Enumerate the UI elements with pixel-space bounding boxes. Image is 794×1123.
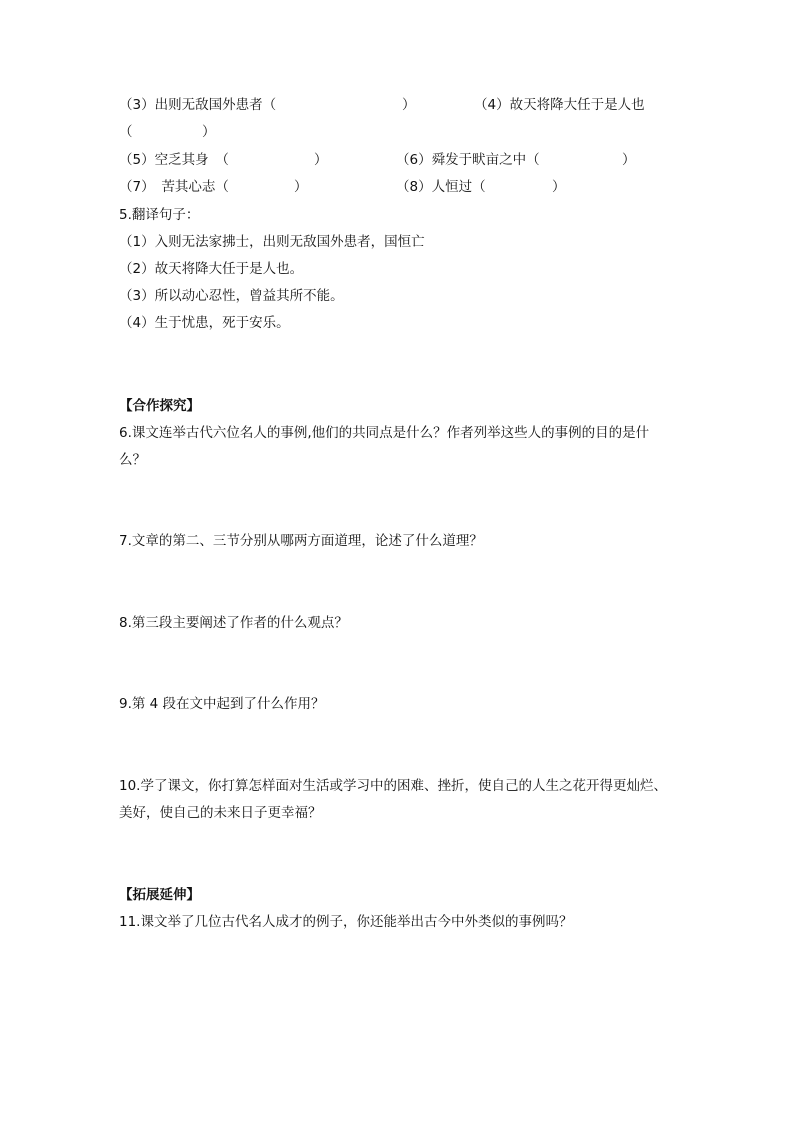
vocab-item-8-close: ） [552,179,566,195]
vocab-item-4-open: （ [119,124,133,140]
vocab-item-4: （4）故天将降大任于是人也 [474,97,645,113]
vocab-item-6: （6）舜发于畎亩之中（ [396,152,540,168]
question-11: 11.课文举了几位古代名人成才的例子，你还能举出古今中外类似的事例吗？ [119,914,573,930]
extend-heading: 【拓展延伸】 [119,887,200,903]
question-6-line-2: 么？ [119,452,146,468]
translate-sentence-2: （2）故天将降大任于是人也。 [119,261,304,277]
question-9: 9.第 4 段在文中起到了什么作用？ [119,696,325,712]
question-10-line-2: 美好，使自己的未来日子更幸福？ [119,805,322,821]
question-6-line-1: 6.课文连举古代六位名人的事例,他们的共同点是什么？作者列举这些人的事例的目的是什 [119,425,650,441]
vocab-item-3: （3）出则无敌国外患者（ [119,97,277,113]
vocab-item-5: （5）空乏其身 （ [119,152,229,168]
question-8: 8.第三段主要阐述了作者的什么观点？ [119,615,348,631]
vocab-item-6-close: ） [622,152,636,168]
cooperate-heading: 【合作探究】 [119,398,200,414]
question-7: 7.文章的第二、三节分别从哪两方面道理，论述了什么道理？ [119,533,483,549]
vocab-item-4-close: ） [202,124,216,140]
question-10-line-1: 10.学了课文，你打算怎样面对生活或学习中的困难、挫折，使自己的人生之花开得更灿烂、 [119,778,667,794]
translate-sentence-4: （4）生于忧患，死于安乐。 [119,315,290,331]
vocab-item-7-close: ） [294,179,308,195]
translate-sentence-1: （1）入则无法家拂士，出则无敌国外患者，国恒亡 [119,234,425,250]
vocab-item-3-close: ） [402,97,416,113]
vocab-item-5-close: ） [314,152,328,168]
translate-sentence-3: （3）所以动心忍性，曾益其所不能。 [119,288,344,304]
vocab-item-7: （7） 苦其心志（ [119,179,229,195]
translate-title: 5.翻译句子： [119,207,200,223]
vocab-item-8: （8）人恒过（ [396,179,486,195]
